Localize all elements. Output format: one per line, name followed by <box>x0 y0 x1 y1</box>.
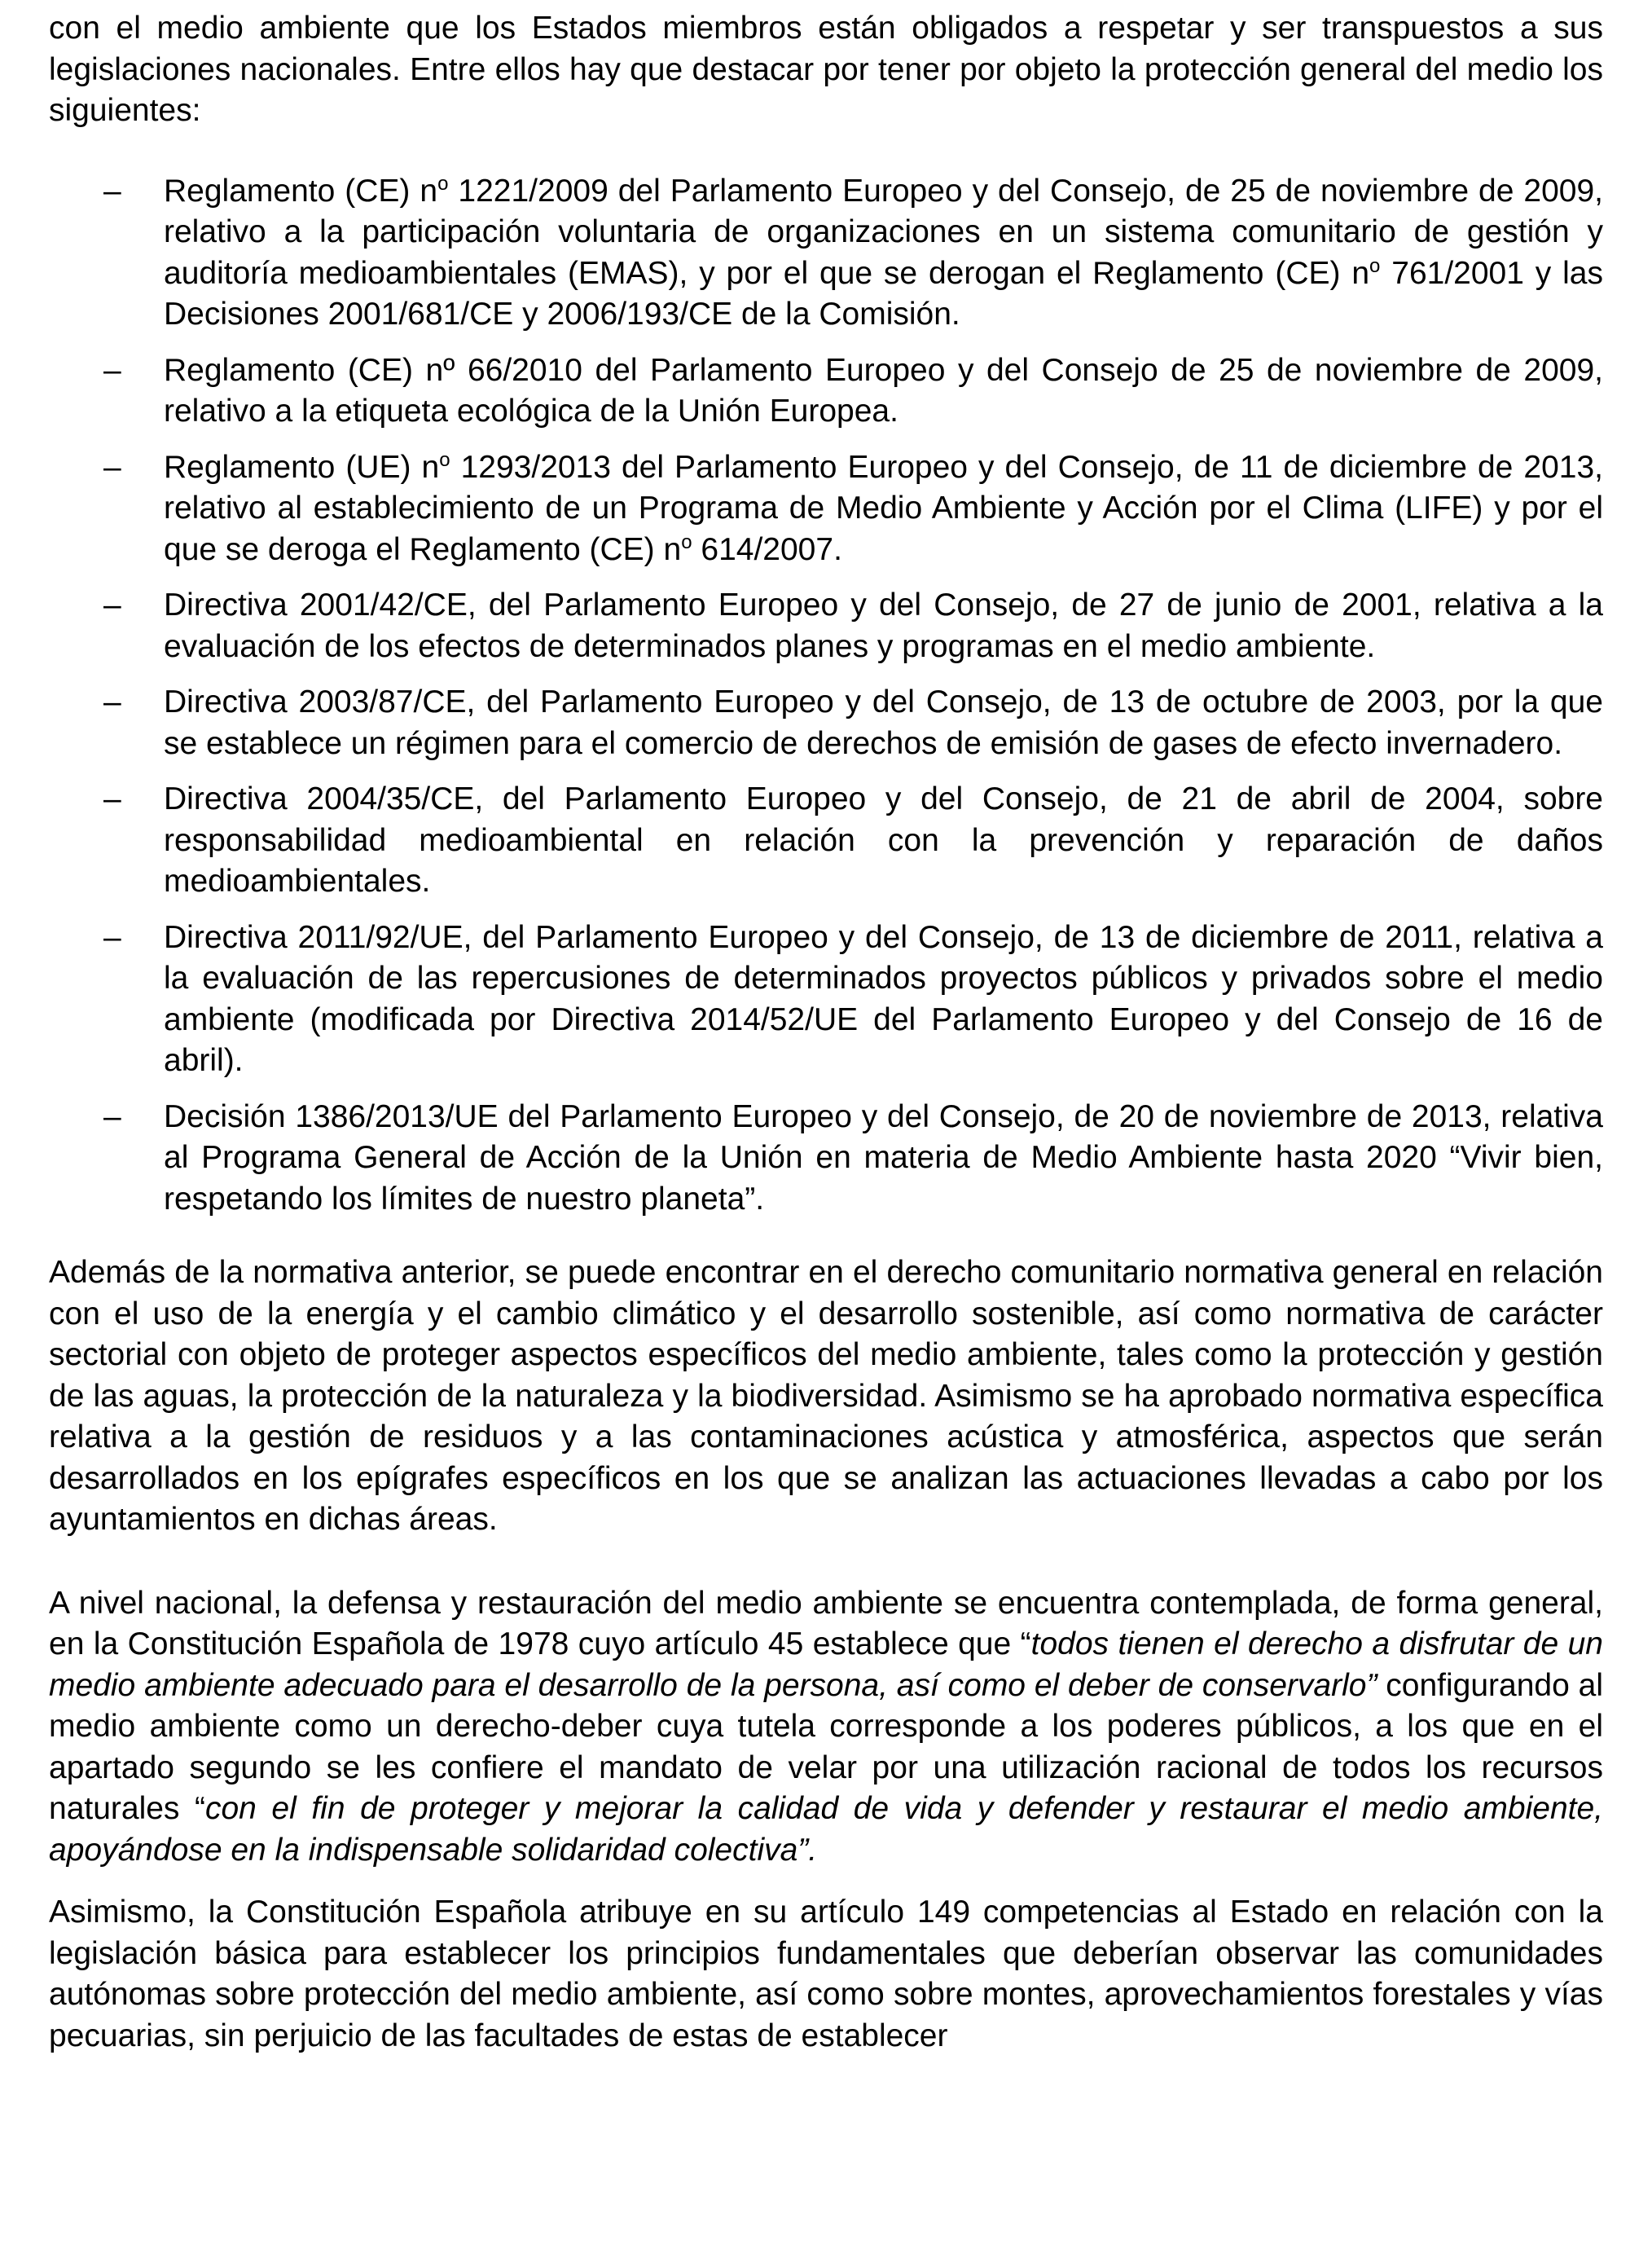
item-text: Directiva 2011/92/UE, del Parlamento Europeo y del Consejo, de 13 de diciembre de 2011, relativa a la evaluación de las repercusiones de determinados proyectos públicos y privados sobre el medio ambiente (modificada por Directiva 2014/52/UE del Parlamento Europeo y del Consejo de 16 de abril). <box>164 919 1603 1078</box>
nacional-paragraph <box>49 1583 1603 1872</box>
list-item <box>49 447 1603 571</box>
intro-paragraph: con el medio ambiente que los Estados miembros están obligados a respetar y ser transpuestos a sus legislaciones nacionales. Entre ellos hay que destacar por tener por objeto la protección general del medio los siguientes: <box>49 11 1603 128</box>
list-dash: – <box>103 352 121 388</box>
paragraph-text: A nivel nacional, la defensa y restauración del medio ambiente se encuentra contemplada, de forma general, en la Constitución Española de 1978 cuyo artículo 45 establece que “ <box>49 1585 1603 1661</box>
list-dash: – <box>103 781 121 816</box>
list-item <box>49 682 1603 764</box>
item-text: Directiva 2003/87/CE, del Parlamento Europeo y del Consejo, de 13 de octubre de 2003, por la que se establece un régimen para el comercio de derechos de emisión de gases de efecto invernadero. <box>164 684 1603 761</box>
superscript: o <box>681 530 692 553</box>
list-item <box>49 779 1603 903</box>
item-text: Directiva 2001/42/CE, del Parlamento Europeo y del Consejo, de 27 de junio de 2001, relativa a la evaluación de los efectos de determinados planes y programas en el medio ambiente. <box>164 588 1603 664</box>
superscript: o <box>1369 254 1381 277</box>
list-dash: – <box>103 588 121 623</box>
regulations-list <box>49 171 1603 1221</box>
item-text-part: 614/2007. <box>692 531 842 567</box>
item-text: Reglamento (CE) nº 66/2010 del Parlamento Europeo y del Consejo de 25 de noviembre de 2009, relativo a la etiqueta ecológica de la Unión Europea. <box>164 352 1603 429</box>
item-text-part: Reglamento (UE) n <box>164 449 440 485</box>
superscript: o <box>437 172 449 195</box>
list-item <box>49 1097 1603 1221</box>
list-item <box>49 350 1603 433</box>
item-text-part: 1221/2009 del Parlamento Europeo y del Consejo, de 25 de noviembre de 2009, relativo a la participación voluntaria de organizaciones en un sistema comunitario de gestión y auditoría medioambientales (EMAS), y por el que se derogan el Reglamento (CE) n <box>164 173 1603 291</box>
italic-quote: con el fin de proteger y mejorar la calidad de vida y defender y restaurar el medio ambiente, apoyándose en la indispensable solidaridad colectiva”. <box>49 1791 1603 1868</box>
list-dash: – <box>103 173 121 209</box>
italic-quote: todos tienen el derecho a disfrutar de un medio ambiente adecuado para el desarrollo de la persona, así como el deber de conservarlo” <box>49 1626 1603 1703</box>
item-text: Decisión 1386/2013/UE del Parlamento Europeo y del Consejo, de 20 de noviembre de 2013, relativa al Programa General de Acción de la Unión en materia de Medio Ambiente hasta 2020 “Vivir bien, respetando los límites de nuestro planeta”. <box>164 1098 1603 1217</box>
superscript: o <box>439 448 450 471</box>
list-item <box>49 585 1603 667</box>
item-text-part: 761/2001 y las Decisiones 2001/681/CE y 2006/193/CE de la Comisión. <box>164 255 1603 332</box>
item-text-part: 1293/2013 del Parlamento Europeo y del Consejo, de 11 de diciembre de 2013, relativo al establecimiento de un Programa de Medio Ambiente y Acción por el Clima (LIFE) y por el que se deroga el Reglamento (CE) n <box>164 449 1603 567</box>
list-item <box>49 171 1603 336</box>
list-dash: – <box>103 449 121 485</box>
list-item <box>49 918 1603 1082</box>
competencias-paragraph: Asimismo, la Constitución Española atribuye en su artículo 149 competencias al Estado en relación con la legislación básica para establecer los principios fundamentales que deberían observar las comunidades autónomas sobre protección del medio ambiente, así como sobre montes, aprovechamientos forestales y vías pecuarias, sin perjuicio de las facultades de estas de establecer <box>49 1895 1603 2053</box>
list-dash: – <box>103 684 121 720</box>
item-text: Directiva 2004/35/CE, del Parlamento Europeo y del Consejo, de 21 de abril de 2004, sobre responsabilidad medioambiental en relación con la prevención y reparación de daños medioambientales. <box>164 781 1603 899</box>
item-text-part: Reglamento (CE) n <box>164 173 438 209</box>
list-dash: – <box>103 919 121 955</box>
list-dash: – <box>103 1098 121 1134</box>
paragraph-text: configurando al medio ambiente como un derecho-deber cuya tutela corresponde a los poderes públicos, a los que en el apartado segundo se les confiere el mandato de velar por una utilización racional de todos los recursos naturales “ <box>49 1667 1603 1826</box>
normativa-paragraph: Además de la normativa anterior, se puede encontrar en el derecho comunitario normativa general en relación con el uso de la energía y el cambio climático y el desarrollo sostenible, así como normativa de carácter sectorial con objeto de proteger aspectos específicos del medio ambiente, tales como la protección y gestión de las aguas, la protección de la naturaleza y la biodiversidad. Asimismo se ha aprobado normativa específica relativa a la gestión de residuos y a las contaminaciones acústica y atmosférica, aspectos que serán desarrollados en los epígrafes específicos en los que se analizan las actuaciones llevadas a cabo por los ayuntamientos en dichas áreas. <box>49 1255 1603 1537</box>
